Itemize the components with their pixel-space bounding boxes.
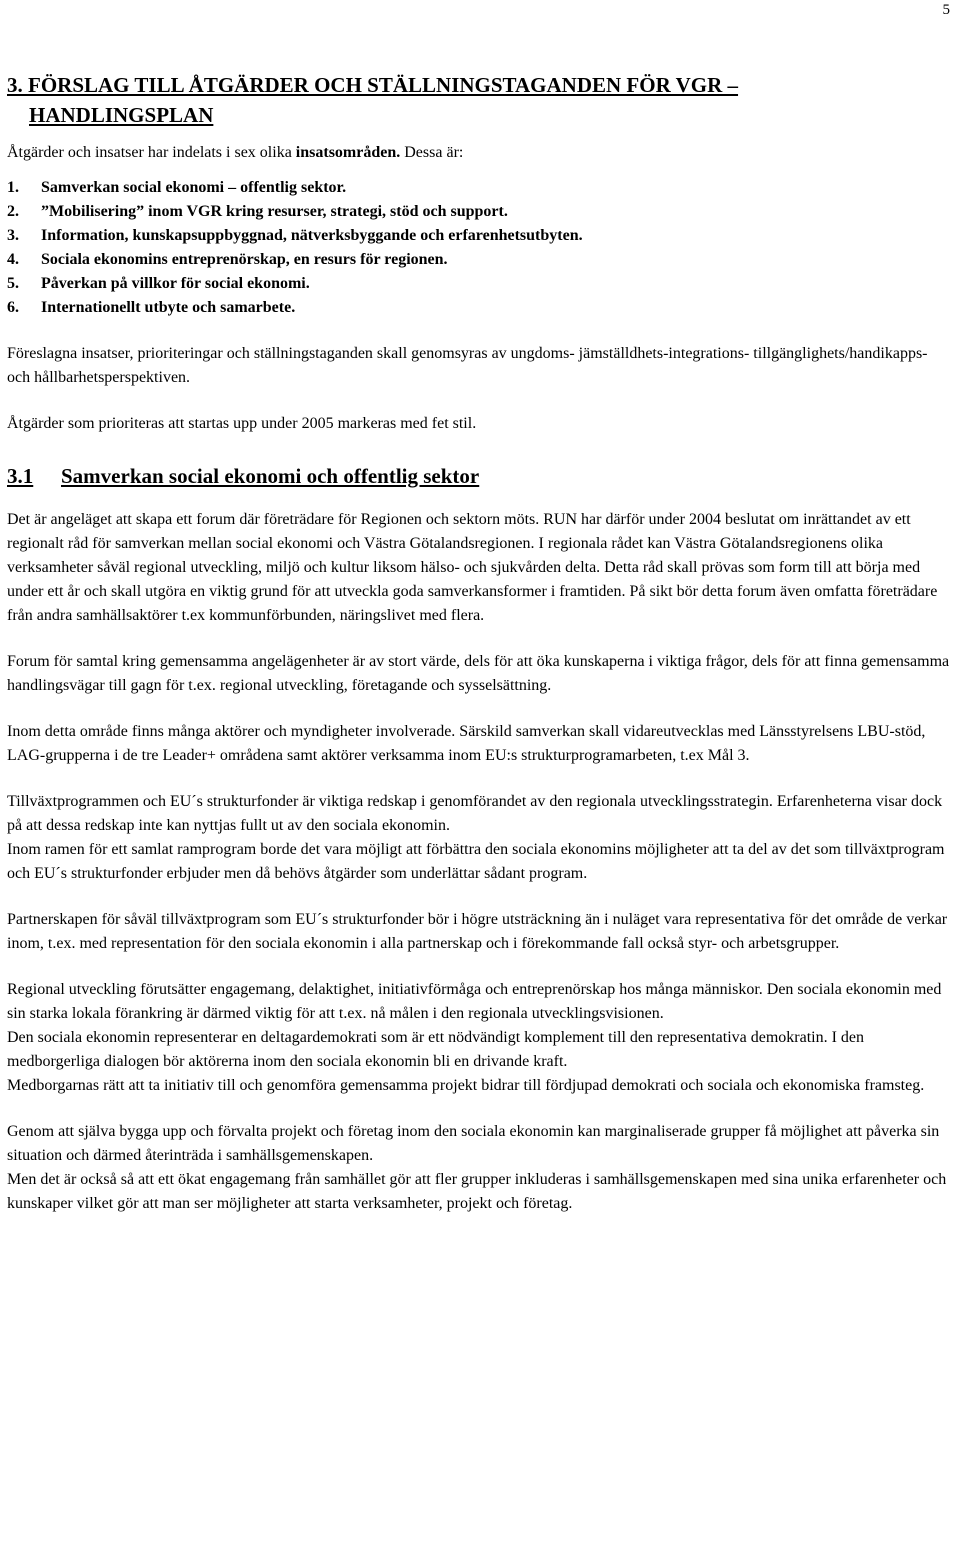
list-item-number: 1.	[7, 179, 19, 196]
intro-text: Åtgärder och insatser har indelats i sex olika	[7, 144, 296, 161]
list-item-text: Information, kunskapsuppbyggnad, nätverksbyggande och erfarenhetsutbyten.	[41, 227, 583, 244]
list-item	[7, 176, 953, 200]
list-item-text: Samverkan social ekonomi – offentlig sektor.	[41, 179, 347, 196]
body-paragraph: Det är angeläget att skapa ett forum där företrädare för Regionen och sektorn möts. RUN har därför under 2004 beslutat om inrättandet av ett regionalt råd för samverkan mellan social ekonomi och Västra Götalandsregionen. I regionala rådet kan Västra Götalandsregionens olika verksamheter såväl regional utveckling, miljö och kultur liksom hälso- och sjukvården delta. Detta råd skall prövas som form till att börja med under ett år och skall utgöra en viktig grund för att utveckla goda samverkansformer i framtiden. På sikt bör detta forum även omfatta företrädare från andra samhällsaktörer t.ex kommunförbunden, näringslivet med flera.	[7, 511, 938, 624]
body-paragraph: Genom att själva bygga upp och förvalta projekt och företag inom den sociala ekonomin kan marginaliserade grupper få möjlighet att påverka sin situation och därmed återinträda i samhällsgemenskapen.	[7, 1123, 940, 1164]
insatsomraden-list	[7, 176, 953, 320]
body-paragraph: Inom ramen för ett samlat ramprogram borde det vara möjligt att förbättra den sociala ekonomins möjligheter att ta del av det som tillväxtprogram och EU´s strukturfonder erbjuder men då behövs åtgärder som underlättar sådant program.	[7, 841, 945, 882]
intro-bold-term: insatsområden.	[295, 144, 401, 161]
list-item	[7, 248, 953, 272]
body-paragraph: Regional utveckling förutsätter engagemang, delaktighet, initiativförmåga och entreprenörskap hos många människor. Den sociala ekonomin med sin starka lokala förankring är därmed viktig för att t.ex. nå målen i den regionala utvecklingsvisionen.	[7, 981, 942, 1022]
section-heading-line1: 3. FÖRSLAG TILL ÅTGÄRDER OCH STÄLLNINGSTAGANDEN FÖR VGR –	[7, 73, 739, 97]
list-item-text: Sociala ekonomins entreprenörskap, en resurs för regionen.	[41, 251, 448, 268]
priority-note: Åtgärder som prioriteras att startas upp under 2005 markeras med fet stil.	[7, 415, 477, 432]
list-item	[7, 224, 953, 248]
list-item-number: 5.	[7, 275, 19, 292]
list-item	[7, 272, 953, 296]
body-paragraph: Tillväxtprogrammen och EU´s strukturfonder är viktiga redskap i genomförandet av den regionala utvecklingsstrategin. Erfarenheterna visar dock på att dessa redskap inte kan nyttjas fullt ut av den sociala ekonomin.	[7, 793, 943, 834]
list-item-text: Internationellt utbyte och samarbete.	[41, 299, 296, 316]
body-paragraph: Den sociala ekonomin representerar en deltagardemokrati som är ett nödvändigt komplement till den representativa demokratin. I den medborgerliga dialogen bör aktörerna inom den sociala ekonomin bli en drivande kraft.	[7, 1029, 865, 1070]
subsection-title: Samverkan social ekonomi och offentlig sektor	[61, 464, 480, 488]
intro-paragraph	[7, 142, 953, 164]
list-item	[7, 296, 953, 320]
document-body	[7, 70, 953, 1216]
section-heading-line2: HANDLINGSPLAN	[29, 103, 214, 127]
list-item-number: 3.	[7, 227, 19, 244]
list-item-text: Påverkan på villkor för social ekonomi.	[41, 275, 310, 292]
section-heading	[7, 70, 953, 130]
body-paragraph: Medborgarnas rätt att ta initiativ till och genomföra gemensamma projekt bidrar till fördjupad demokrati och sociala och ekonomiska framsteg.	[7, 1077, 925, 1094]
body-paragraph: Forum för samtal kring gemensamma angelägenheter är av stort värde, dels för att öka kunskaperna i viktiga frågor, dels för att finna gemensamma handlingsvägar till gagn för t.ex. regional utveckling, företagande och sysselsättning.	[7, 653, 950, 694]
body-paragraph: Partnerskapen för såväl tillväxtprogram som EU´s strukturfonder bör i högre utsträckning än i nuläget vara representativa för det område de verkar inom, t.ex. med representation för den sociala ekonomin i alla partnerskap och i förekommande fall också styr- och arbetsgrupper.	[7, 911, 948, 952]
list-item-number: 2.	[7, 203, 19, 220]
subsection-heading	[7, 462, 953, 490]
page-number: 5	[942, 2, 950, 18]
body-paragraph: Men det är också så att ett ökat engagemang från samhället gör att fler grupper inkluderas i samhällsgemenskapen med sina unika erfarenheter och kunskaper vilket gör att man ser möjligheter att starta verksamheter, projekt och företag.	[7, 1171, 947, 1212]
body-paragraph: Inom detta område finns många aktörer och myndigheter involverade. Särskild samverkan skall vidareutvecklas med Länsstyrelsens LBU-stöd, LAG-grupperna i de tre Leader+ områdena samt aktörer verksamma inom EU:s strukturprogramarbeten, t.ex Mål 3.	[7, 723, 926, 764]
list-item-number: 6.	[7, 299, 19, 316]
list-item-text: ”Mobilisering” inom VGR kring resurser, strategi, stöd och support.	[41, 203, 508, 220]
intro-text-end: Dessa är:	[400, 144, 464, 161]
perspectives-paragraph: Föreslagna insatser, prioriteringar och ställningstaganden skall genomsyras av ungdoms- jämställdhets-integrations- tillgänglighets/handikapps- och hållbarhetsperspektiven.	[7, 345, 928, 386]
list-item-number: 4.	[7, 251, 19, 268]
subsection-number: 3.1	[7, 464, 34, 488]
list-item	[7, 200, 953, 224]
